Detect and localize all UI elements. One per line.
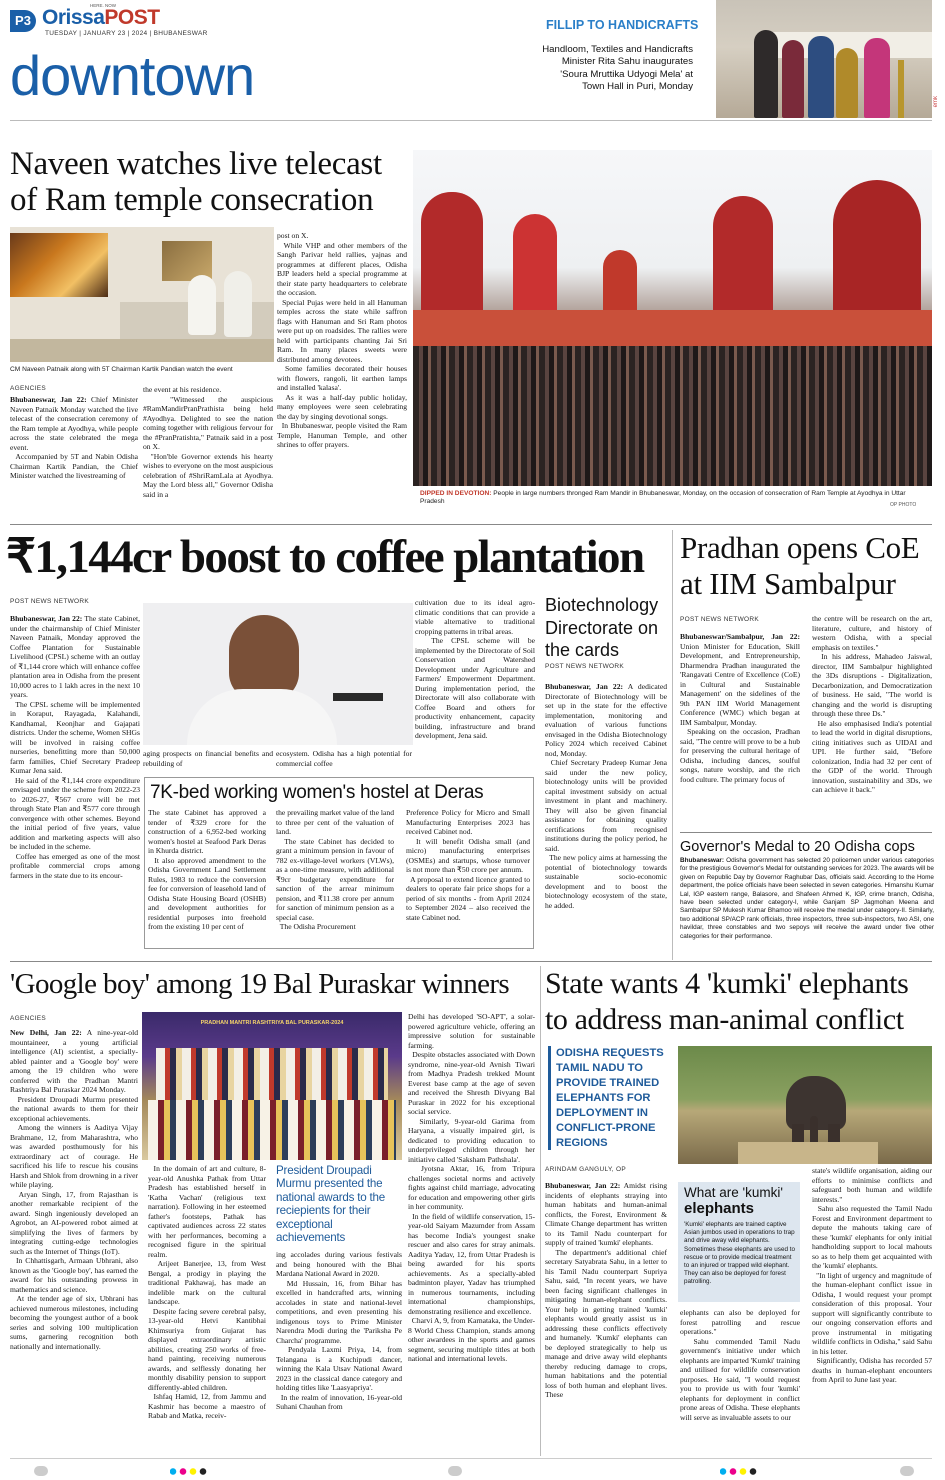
elephant-photo — [678, 1046, 932, 1164]
temple-spire — [713, 196, 773, 324]
coffee-col-4: cultivation due to its ideal agro-climatic conditions that can provide a viable alternative to traditional cropping patterns in tribal areas. The CPSL scheme will be implemented by the Directorate of Soil Conservation and Watershed Development under Agriculture and Farmers' Empowerment Department. During implementation period, the Directorate will also collaborate with Coffee Board and others for productivity enhancement, capacity building, infrastructure and brand development, Jena said. — [415, 598, 535, 740]
person-figure — [864, 38, 890, 118]
photo-banner: PRADHAN MANTRI RASHTRIYA BAL PURASKAR-2024 — [200, 1020, 344, 1026]
page-number-badge: P3 — [10, 10, 36, 32]
registration-mark — [448, 1466, 462, 1476]
google-col-3: ing accolades during various festivals and being honoured with the Bhai Mardana National Award in 2020. Md Hussain, 16, from Bihar has excelled in handcrafted arts, winning accolades in state and national-level competitions, and even presenting his indigenous toys to Prime Minister Narendra Modi during the 'Pariksha Pe Charcha' programme. Pendyala Laxmi Priya, 14, from Telangana is a Kuchipudi dancer, winning the Kala Utsav National Award 2023 in the classical dance category and holding titles like 'Laasyapriya'. In the realm of innovation, 16-year-old Suhani Chauhan from — [276, 1250, 402, 1411]
medal-headline: Governor's Medal to 20 Odisha cops — [680, 839, 915, 855]
fillip-title: FILLIP TO HANDICRAFTS — [546, 18, 699, 32]
biotech-headline: Biotechnology Directorate on the cards — [545, 595, 659, 660]
registration-mark — [900, 1466, 914, 1476]
temple-spire — [513, 214, 557, 324]
temple-photo — [413, 150, 932, 486]
lamp-stand — [898, 60, 904, 118]
person-figure — [782, 40, 804, 118]
naveen-col-3: post on X. While VHP and other members of the Sangh Parivar held rallies, yajnas and programmes at different places, Odisha BJP leaders held a special programme at their state party headquarters to celebrate the occasion. Special Pujas were held in all Hanuman temples across the state while saffron flags with Hanuman and Sri Ram photos were put up on roadsides. The rallies were held with participants chanting Jai Sri Ram. In many places sweets were distributed among devotees. Some families decorated their houses with flowers, rangoli, lit earthen lamps and installed 'kalasa'. As it was a half-day public holiday, many employees were seen celebrating the day by singing devotional songs. In Bhubaneswar, people visited the Ram Temple, Hanuman Temple, and other shrines to offer prayers. — [277, 231, 407, 449]
masthead-rule — [10, 120, 932, 121]
google-col-2: In the domain of art and culture, 8-year-old Anushka Pathak from Uttar Pradesh has established herself in 'Katha Vachan' (religious text narration). Following in her esteemed father's footsteps, Pathak has captivated audiences across 22 states with her performances, becoming a recognised figure in the spiritual realm. Arijeet Banerjee, 13, from West Bengal, a prodigy in playing the traditional Pakhawaj, has made an indelible mark on the cultural landscape. Despite facing severe cerebral palsy, 13-year-old Hetvi Kantibhai Khimsuriya from Gujarat has displayed extraordinary artistic abilities, creating 250 works of free-hand painting, receiving numerous awards, and selflessly donating her monthly disability pension to support differently-abled children. Ishfaq Hamid, 12, from Jammu and Kashmir has become a maestro of Rabab and Matka, receiv- — [148, 1164, 266, 1420]
kumki-pull-quote: ODISHA REQUESTS TAMIL NADU TO PROVIDE TRAINED ELEPHANTS FOR DEPLOYMENT IN CONFLICT-PRONE REGIONS — [556, 1047, 664, 1149]
logo-tagline: HERE. NOW — [90, 3, 117, 8]
dateline: TUESDAY | JANUARY 23 | 2024 | BHUBANESWAR — [45, 30, 208, 37]
kumki-box-title-2: elephants — [684, 1200, 755, 1217]
hostel-headline: 7K-bed working women's hostel at Deras — [150, 782, 484, 803]
coffee-col-3: ecosystem. Odisha has a high potential for commercial coffee — [276, 749, 412, 768]
google-col-1: New Delhi, Jan 22: A nine-year-old mountaineer, a young artificial intelligence (AI) scientist, a specially-abled painter and a 'Google boy' were among the 19 children who were conferred with the Pradhan Mantri Rashtriya Bal Puraskar 2024 Monday. President Droupadi Murmu presented the national awards to them for their exceptional achievements. Among the winners is Aaditya Vijay Brahmane, 12, from Maharashtra, who was awarded posthumously for his extraordinary act of courage. He sacrificed his life to rescue his cousins Harsh and Shlok from drowning in a river while playing. Aryan Singh, 17, from Rajasthan is another remarkable recipient of the award. Singh ingeniously developed an Agrobot, an AI-powered robot aimed at simplifying the lives of farmers by integrating cutting-edge technologies such as the Internet of Things (IoT). In Chhattisgarh, Armaan Ubhrani, also known as the 'Google boy', has earned the award for his outstanding prowess in mathematics and science. At the tender age of six, Ubhrani has achieved numerous milestones, including becoming the youngest author of a book series and solving 100 multiplication sums, garnering recognition both nationally and internationally. — [10, 1028, 138, 1351]
logo-post: POST — [104, 6, 160, 29]
fillip-caption: Handloom, Textiles and Handicrafts Minister Rita Sahu inaugurates 'Soura Mruttika Udyogi Mela' at Town Hall in Puri, Monday — [542, 44, 693, 92]
pradhan-headline: Pradhan opens CoE at IIM Sambalpur — [680, 530, 920, 601]
crowd — [413, 346, 932, 486]
section-rule — [10, 961, 932, 962]
fillip-photo — [716, 0, 932, 118]
people-row — [148, 1100, 396, 1160]
color-dots — [720, 1468, 760, 1475]
logo-orissa: Orissa — [42, 6, 105, 29]
naveen-col-2: the event at his residence. "Witnessed the auspicious #RamMandirPranPrathista being held #Ayodhya. Delighted to see the nation coming together with religious fervour for the #PranPratishta," Patnaik said in a post on X. "Hon'ble Governor extends his hearty wishes to everyone on the most auspicious celebration of #ShriRamLala at Ayodhya. May the Lord bless all," Governor Odisha said in a — [143, 385, 273, 499]
kumki-pull-bar — [548, 1046, 551, 1150]
pradhan-byline: POST NEWS NETWORK — [680, 616, 760, 623]
person-figure — [188, 275, 216, 335]
footer-rule — [10, 1458, 932, 1459]
section-title: downtown — [10, 44, 255, 107]
devotion-caption-text: People in large numbers thronged Ram Mandir in Bhubaneswar, Monday, on the occasion of consecration of Ram Temple at Ayodhya in Uttar Pradesh — [420, 490, 906, 505]
shirt — [187, 689, 337, 745]
kumki-box-title-1: What are 'kumki' — [684, 1185, 783, 1200]
coffee-headline: ₹1,144cr boost to coffee plantation — [6, 531, 644, 583]
kumki-box-title — [684, 1185, 798, 1217]
naveen-photo-caption: CM Naveen Patnaik along with 5T Chairman Kartik Pandian watch the event — [10, 366, 233, 373]
kumki-col-2: elephants can also be deployed for forest patrolling and rescue operations." Sahu commended Tamil Nadu government's initiative under which elephants are imparted 'Kumki' training and utilised for wildlife conservation purposes. He said, "I would request you to provide us with four 'kumki' elephants for deployment in conflict prone areas of Odisha. These elephants will serve as invaluable assets to our — [680, 1308, 800, 1422]
hostel-col-1: The state Cabinet has approved a tender of ₹329 crore for the construction of a 6,952-bed working women's hostel at Seafood Park Deras in Khurda district. It also approved amendment to the Odisha Government Land Settlement Rules, 1983 to reduce the conversion fee for conversion of leasehold land of Odisha State Housing Board (OSHB) and development authorities for residential purposes into freehold from the existing 10 per cent of — [148, 808, 266, 931]
google-headline: 'Google boy' among 19 Bal Puraskar winners — [10, 968, 510, 1000]
hostel-col-3: Preference Policy for Micro and Small Manufacturing Enterprises 2023 has received Cabinet nod. It will benefit Odisha small (and micro) manufacturing enterprises (OSMEs) and startups, whose turnover is not more than ₹50 crore per annum. A proposal to extend licence granted to dealers to operate fair price shops for a period of six months - from April 2024 to September 2024 – also received the state Cabinet nod. — [406, 808, 530, 922]
people-row — [156, 1048, 388, 1104]
hostel-col-2: the prevailing market value of the land to three per cent of the valuation of land. The state Cabinet has decided to grant a minimum pension in favour of 782 ex-village-level workers (VLWs), as a one-time measure, with additional ₹9cr budgetary expenditure for sanction of the arrear minimum pension, and ₹11.38 crore per annum for sanction of minimum pension as a special case. The Odisha Procurement — [276, 808, 394, 931]
coffee-byline: POST NEWS NETWORK — [10, 598, 90, 605]
person-figure — [836, 48, 858, 118]
medal-text: Bhubaneswar: Odisha government has selected 20 policemen under various categories for the prestigious Governor's Medal for outstanding services for 2023. The awards will be given on Republic Day by Governor Raghubar Das, officials said. According to the Home department, the police officials have been selected in seven categories. Himanshu Kumar Lal, IGP eastern range, Balasore, and Shafeen Ahmed K, IGP, crime branch, Odisha, have been selected under category-I, while Ganjam SP Jagmohan Meena and Sambalpur SP Mukesh Kumar Bhamoo will receive the medal under category-II. Similarly, two additional SP/ACP rank officials, three inspectors, three sub-inspectors, two ASI, one havildar, three constables and two sepoys will receive the award under five other categories for their performance. — [680, 857, 934, 940]
person-figure — [808, 36, 834, 118]
devotion-caption — [420, 490, 932, 506]
photo-credit: OP PHOTO — [890, 502, 917, 508]
side-mark: emk — [933, 96, 939, 108]
bal-puraskar-photo — [142, 1012, 402, 1160]
publication-logo — [42, 6, 160, 30]
column-divider — [672, 530, 673, 960]
coffee-col-1: Bhubaneswar, Jan 22: The state Cabinet, under the chairmanship of Chief Minister Naveen Patnaik, Monday approved the Coffee Plantation for Sustainable Livelihood (CPSL) scheme with an outlay of ₹1,144 crore which will enhance coffee plantation area in Odisha from the present 10,000 acres to 1 lakh acres in the next 10 years. The CPSL scheme will be implemented in Koraput, Rayagada, Kalahandi, Kandhamal, Keonjhar and Gajapati districts. Under the scheme, Women SHGs will be involved in raising coffee nurseries, benefitting more than 50,000 farm families, Chief Secretary Pradeep Kumar Jena said. He said of the ₹1,144 crore expenditure envisaged under the scheme from 2022-23 to 2026-27, ₹567 crore will be met through State Plan and ₹577 core through convergence with other schemes. Beyond the initial period of five years, value addition and marketing aspects will also be included in the scheme. Coffee has emerged as one of the most profitable commercial crops among farmers in the state due to its encour- — [10, 614, 140, 880]
naveen-headline: Naveen watches live telecast of Ram temple consecration — [10, 146, 382, 218]
kumki-byline: ARINDAM GANGULY, OP — [545, 1166, 626, 1173]
color-dots — [170, 1468, 210, 1475]
registration-mark — [34, 1466, 48, 1476]
pradhan-col-1: Bhubaneswar/Sambalpur, Jan 22: Union Minister for Education, Skill Development, and Entrepreneurship, Dharmendra Pradhan inaugurated the 'Rangavati Centre of Excellence (CoE) in Cultural and Sustainable Management' on the sidelines of the 9th PAN IIM World Management Conference (WMC) which began at IIM Sambalpur, Monday. Speaking on the occasion, Pradhan said, "The centre will prove to be a hub for preserving the cultural heritage of Odisha, including dances, soulful songs, nature worship, and the rich food culture. The primary focus of — [680, 632, 800, 784]
kumki-col-3: state's wildlife organisation, aiding our efforts to minimise conflicts and safeguard both human and wildlife interests." Sahu also requested the Tamil Nadu Forest and Environment department to depute the mahouts taking care of these 'kumki' elephants for only initial handholding support to local mahouts so as to help them get acquainted with the 'kumki' elephants. "In light of urgency and magnitude of the human-elephant conflict issue in Odisha, I would request your prompt consideration of this proposal. Your support will significantly contribute to our ongoing conservation efforts and prove instrumental in mitigating wildlife conflicts in Odisha," said Sahu in his letter. Significantly, Odisha has recorded 57 deaths in human-elephant encounters from April to June last year. — [812, 1166, 932, 1384]
google-byline: AGENCIES — [10, 1015, 46, 1022]
naveen-photo — [10, 227, 274, 362]
floor — [10, 339, 274, 362]
coffee-col-2: aging prospects on financial benefits and rebuilding of — [143, 749, 273, 768]
devotion-caption-label: DIPPED IN DEVOTION: — [420, 490, 492, 497]
jena-photo — [143, 603, 413, 745]
temple-spire — [833, 180, 921, 330]
medal-rule — [680, 832, 932, 833]
google-pull-quote: President Droupadi Murmu presented the national awards to the reciepients for their exceptional achievements — [276, 1164, 386, 1245]
kumki-box-text: 'Kumki' elephants are trained captive Asian jumbos used in operations to trap and drive away wild elephants. Sometimes these elephants are used to rescue or to provide medical treatment to an injured or trapped wild elephant. They can also be deployed for forest patrolling. — [684, 1221, 795, 1286]
pradhan-col-2: the centre will be research on the art, literature, culture, and history of western Odisha, with a special emphasis on textiles." In his address, Mahadeo Jaiswal, director, IIM Sambalpur highlighted the 3Ds disruptions - Digitalization, Decarbonization, and Democratization of business. He said, "The world is changing and the world is disrupting through these three Ds." He also emphasised India's potential to lead the world in digital disruptions, citing initiatives such as UIDAI and UPI. He further said, "Before colonization, India had 32 per cent of the GDP of the world. Through innovation, sustainability and 3Ds, we can achieve it back." — [812, 614, 932, 794]
temple-wall — [413, 310, 932, 350]
naveen-col-1: Bhubaneswar, Jan 22: Chief Minister Naveen Patnaik Monday watched the live telecast of the consecration ceremony of the Ram temple at Ayodhya, while people across the state celebrated the mega event. Accompanied by 5T and Nabin Odisha Chairman Kartik Pandian, the Chief Minister watched the livestreaming of — [10, 395, 138, 480]
road — [738, 1142, 878, 1164]
kumki-col-1: Bhubaneswar, Jan 22: Amidst rising incidents of elephants straying into human habitats and human-animal conflicts, the Forest, Environment & Climate Change department has written to its Tamil Nadu counterpart for supply of trained 'kumki' elephants. The department's additional chief secretary Satyabrata Sahu, in a letter to his Tamil Nadu counterpart Supriya Sahu, said, "In recent years, we have been facing significant challenges in mitigating human-elephant conflicts. Your help in getting trained 'kumki' elephants would greatly assist us in addressing these conflicts effectively and humanely. 'Kumki' elephants can be deployed strategically to help us manage and drive away wild elephants thereby reducing damage to crops, human habitations and the potential loss of both human and elephant lives. These — [545, 1181, 667, 1399]
biotech-text: Bhubaneswar, Jan 22: A dedicated Directorate of Biotechnology will be set up in the state for the effective implementation, monitoring and evaluation of various functions envisaged in the Odisha Biotechnology Policy 2024 which received Cabinet nod, Monday. Chief Secretary Pradeep Kumar Jena said under the new policy, biotechnology units will be provided capital investment subsidy on actual investment in plant and machinery. They will also be given financial assistance for obtaining quality certifications from recognised institutions during the policy period, he said. The new policy aims at harnessing the potential of biotechnology towards sustainable socio-economic development and to boost the biotechnology ecosystem of the state, he added. — [545, 682, 667, 910]
naveen-byline: AGENCIES — [10, 385, 46, 392]
microphone — [333, 693, 383, 701]
tv-screen — [10, 233, 108, 297]
person-figure — [754, 30, 778, 118]
section-rule — [10, 524, 932, 525]
person-figure — [224, 271, 252, 337]
biotech-byline: POST NEWS NETWORK — [545, 663, 625, 670]
column-divider — [540, 966, 541, 1456]
google-col-4: Delhi has developed 'SO-APT', a solar-powered agriculture vehicle, offering an impressive solution for sustainable farming. Despite obstacles associated with Down syndrome, nine-year-old Avnish Tiwari from Madhya Pradesh trekked Mount Everest base camp at the age of seven and received the Shresth Divyang Bal Puraskar in 2022 for his exceptional social service. Similarly, 9-year-old Garima from Haryana, a visually impaired girl, is dedicated to providing education to underprivileged children through her initiative called 'Saksham Pathshala'. Jyotsna Aktar, 16, from Tripura challenges societal norms and actively fights against child marriage, advocating for education and empowering other girls in her community. In the field of wildlife conservation, 15-year-old Saiyam Mazumder from Assam has become India's youngest snake rescuer and also cares for stray animals. Aaditya Yadav, 12, from Uttar Pradesh is being awarded for his sports achievements. As a specially-abled badminton player, Yadav has triumphed in numerous tournaments, including international championships, demonstrating resilience and excellence. Charvi A, 9, from Karnataka, the Under-8 World Chess Champion, stands among other awardees in the sports and games segment, securing multiple titles at both national and international levels. — [408, 1012, 535, 1363]
kumki-headline: State wants 4 'kumki' elephants to address man-animal conflict — [545, 967, 909, 1036]
